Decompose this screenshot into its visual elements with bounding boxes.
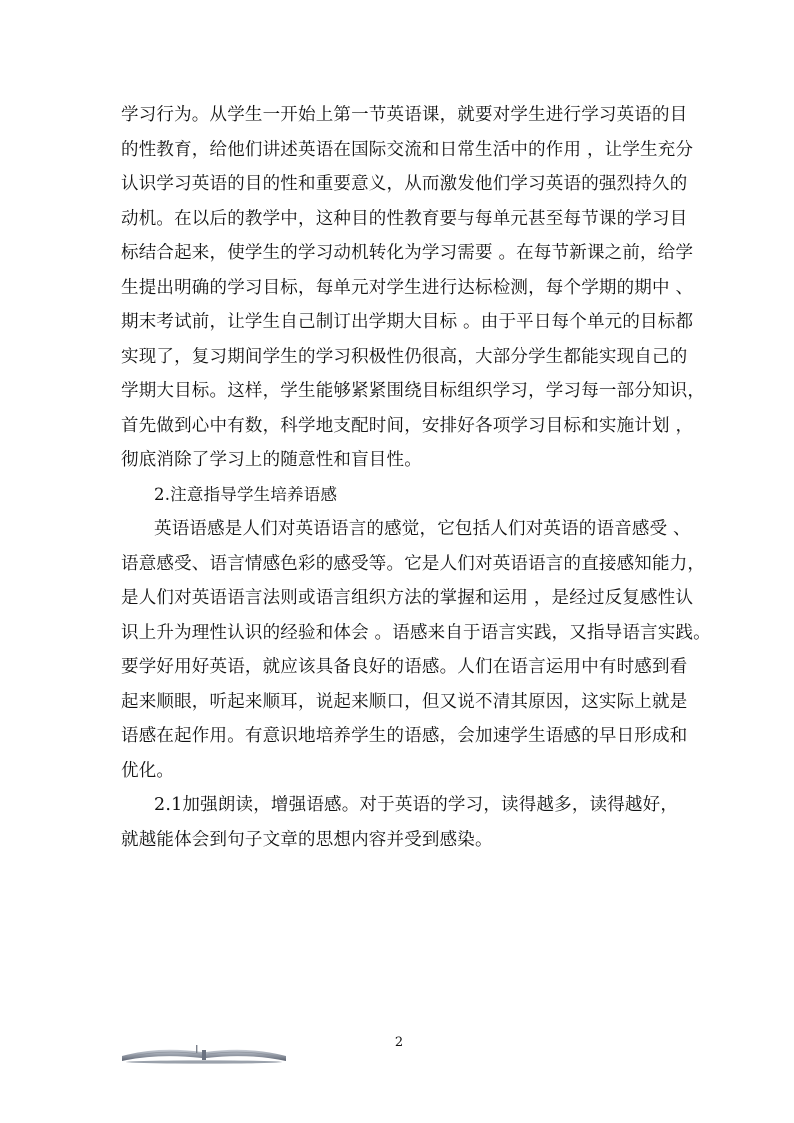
text-line: 生提出明确的学习目标，每单元对学生进行达标检测，每个学期的期中 、 [121,277,694,298]
open-book-icon [118,1036,290,1064]
text-line: 起来顺眼，听起来顺耳，说起来顺口，但又说不清其原因，这实际上就是 [121,691,688,712]
page-number: 2 [394,1035,404,1050]
text-line: 2.1加强朗读，增强语感。对于英语的学习，读得越多，读得越好， [154,795,679,815]
text-line: 实现了，复习期间学生的学习积极性仍很高，大部分学生都能实现自己的 [121,346,688,367]
text-line: 优化。 [121,760,175,781]
text-line: 学期大目标。这样，学生能够紧紧围绕目标组织学习，学习每一部分知识， [121,381,706,401]
text-line: 语感在起作用。有意识地培养学生的语感，会加速学生语感的早日形成和 [121,726,688,746]
text-line: 标结合起来，使学生的学习动机转化为学习需要 。在每节新课之前，给学 [121,243,694,263]
text-line: 学习行为。从学生一开始上第一节英语课，就要对学生进行学习英语的目 [121,105,688,125]
text-line: 彻底消除了学习上的随意性和盲目性。 [121,450,422,470]
text-line: 英语语感是人们对英语语言的感觉，它包括人们对英语的语音感受 、 [154,519,691,539]
text-line: 就越能体会到句子文章的思想内容并受到感染。 [121,829,493,850]
text-line: 期末考试前，让学生自己制订出学期大目标 。由于平日每个单元的目标都 [121,312,694,332]
text-line: 语意感受、语言情感色彩的感受等。它是人们对英语语言的直接感知能力， [121,553,706,574]
text-line: 识上升为理性认识的经验和体会 。语感来自于语言实践，又指导语言实践。 [121,622,711,643]
text-line: 要学好用好英语，就应该具备良好的语感。人们在语言运用中有时感到看 [121,657,688,677]
text-line: 认识学习英语的目的性和重要意义，从而激发他们学习英语的强烈持久的 [121,174,688,194]
section-heading: 2.注意指导学生培养语感 [154,484,338,504]
text-line: 首先做到心中有数，科学地支配时间，安排好各项学习目标和实施计划 ， [121,415,694,436]
text-line: 的性教育，给他们讲述英语在国际交流和日常生活中的作用 ，让学生充分 [121,139,694,160]
text-line: 动机。在以后的教学中，这种目的性教育要与每单元甚至每节课的学习目 [121,208,688,229]
body-text [121,98,711,857]
text-line: 是人们对英语语言法则或语言组织方法的掌握和运用 ，是经过反复感性认 [121,588,694,608]
